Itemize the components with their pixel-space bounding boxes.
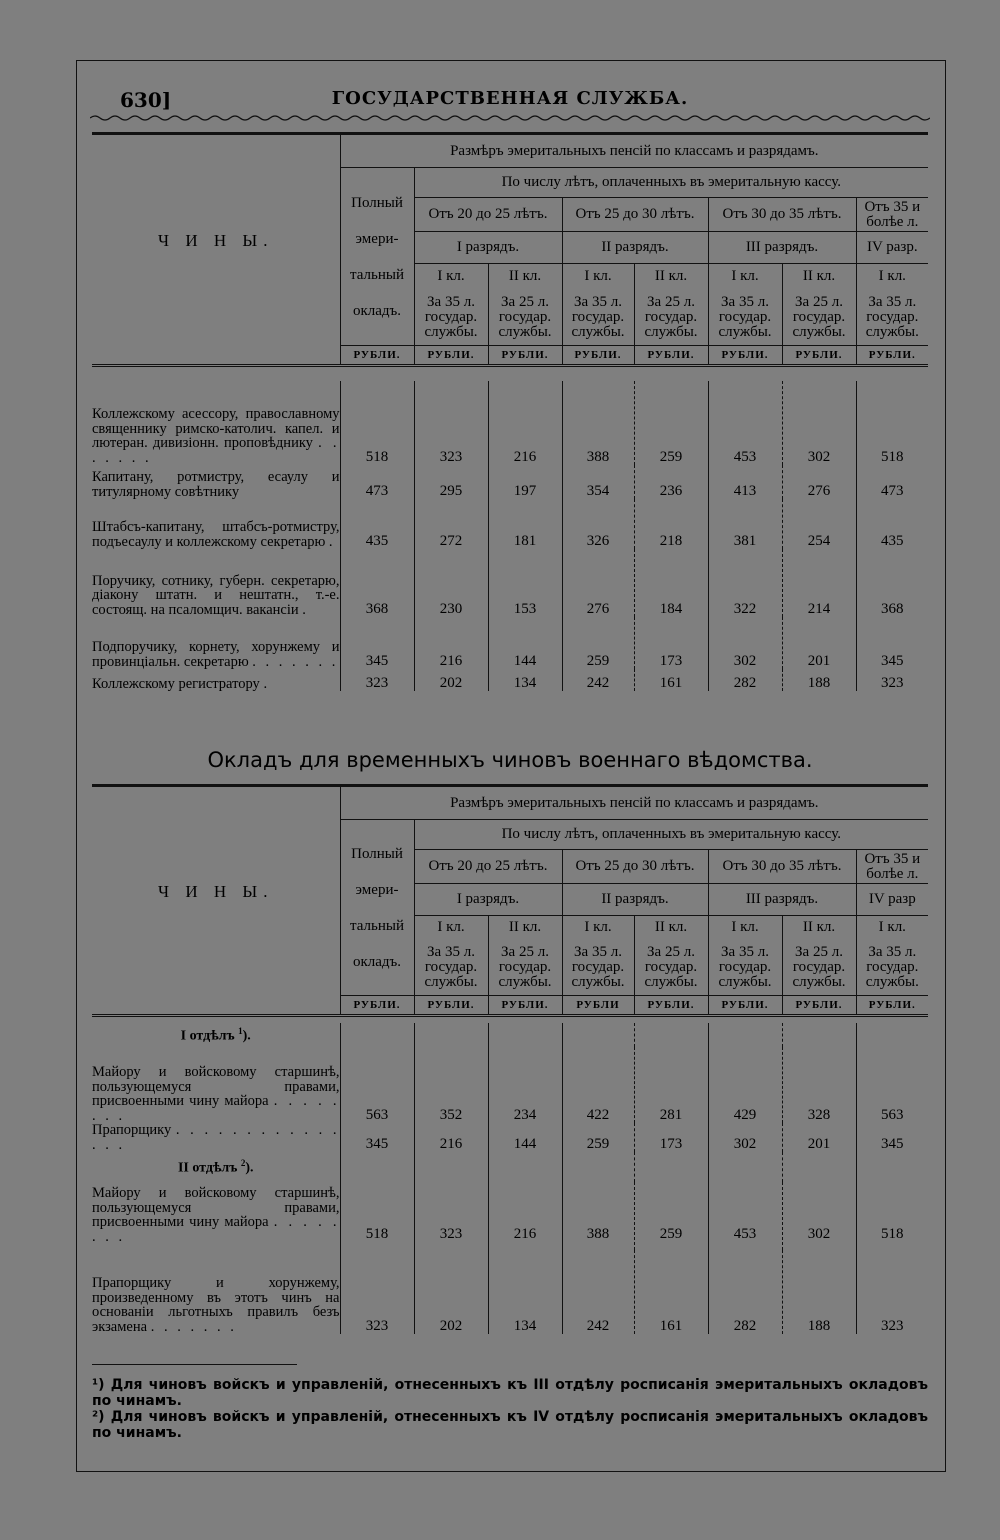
unit-label: РУБЛИ [562, 996, 634, 1016]
value-cell: 242 [562, 669, 634, 691]
years-title: По числу лѣтъ, оплаченныхъ въ эмеритальную кассу. [414, 820, 928, 850]
service-line: За 35 л. [427, 943, 475, 960]
value-cell: 295 [414, 465, 488, 499]
range-header: Отъ 20 до 25 лѣтъ. [414, 198, 562, 232]
service-line: За 25 л. [795, 293, 843, 310]
table-row [92, 617, 928, 669]
value-cell: 381 [708, 499, 782, 549]
unit-label: РУБЛИ. [634, 346, 708, 366]
range-header: Отъ 35 и болѣе л. [856, 198, 928, 232]
full-salary-line: эмери- [355, 881, 399, 898]
service-header [782, 940, 856, 996]
rank-header: I разрядъ. [414, 884, 562, 916]
value-cell: 388 [562, 381, 634, 465]
rank-name: Майору и войсковому старшинѣ, пользующемуся правами, присвоенными чину майора . . . . . . . . [92, 1185, 340, 1245]
rank-header: III разрядъ. [708, 884, 856, 916]
value-cell: 282 [708, 669, 782, 691]
value-cell: 422 [562, 1047, 634, 1123]
service-header [634, 290, 708, 346]
size-title: Размѣръ эмеритальныхъ пенсій по классамъ и разрядамъ. [340, 786, 928, 820]
rank-name: Подпоручику, корнету, хорунжему и провинціальн. секретарю . . . . . . . [92, 639, 340, 670]
full-salary-header [340, 820, 414, 996]
value-cell: 302 [782, 1182, 856, 1250]
unit-label: РУБЛИ. [782, 346, 856, 366]
value-cell: 282 [708, 1250, 782, 1334]
rank-name: Капитану, ротмистру, есаулу и титулярному совѣтнику [92, 469, 340, 500]
service-header [782, 290, 856, 346]
table-row [92, 549, 928, 617]
service-line: службы. [571, 323, 625, 340]
rank-header: III разрядъ. [708, 232, 856, 264]
service-line: службы. [571, 973, 625, 990]
value-cell: 173 [634, 1123, 708, 1152]
class-header: II кл. [782, 264, 856, 290]
service-line: службы. [424, 323, 478, 340]
service-header [634, 940, 708, 996]
class-header: II кл. [634, 264, 708, 290]
service-line: службы. [644, 323, 698, 340]
value-cell: 259 [634, 381, 708, 465]
value-cell: 352 [414, 1047, 488, 1123]
value-cell: 302 [708, 1123, 782, 1152]
footnote: ²) Для чиновъ войскъ и управленій, отнесенныхъ къ IV отдѣлу росписанія эмеритальныхъ окладовъ по чинамъ. [92, 1409, 928, 1441]
service-line: За 35 л. [574, 943, 622, 960]
value-cell: 302 [708, 617, 782, 669]
service-line: За 35 л. [868, 293, 917, 310]
value-cell: 323 [340, 1250, 414, 1334]
service-line: службы. [718, 323, 772, 340]
section-title: I отдѣлъ $^1$). [180, 1025, 251, 1044]
footnote-rule [92, 1364, 297, 1365]
value-cell: 518 [856, 381, 928, 465]
service-line: службы. [792, 323, 846, 340]
value-cell: 161 [634, 1250, 708, 1334]
running-title: ГОСУДАРСТВЕННАЯ СЛУЖБА. [331, 88, 689, 109]
value-cell: 518 [340, 1182, 414, 1250]
pension-table [92, 784, 928, 1334]
chiny-header: Ч И Н Ы. [92, 134, 340, 346]
value-cell: 276 [562, 549, 634, 617]
middle-title: Окладъ для временныхъ чиновъ военнаго вѣдомства. [207, 748, 813, 772]
rank-header: II разрядъ. [562, 884, 708, 916]
service-header [414, 290, 488, 346]
full-salary-line: эмери- [355, 230, 399, 247]
value-cell: 134 [488, 1250, 562, 1334]
value-cell: 323 [414, 381, 488, 465]
value-cell: 276 [782, 465, 856, 499]
value-cell: 354 [562, 465, 634, 499]
service-header [562, 940, 634, 996]
years-title: По числу лѣтъ, оплаченныхъ въ эмеритальную кассу. [414, 168, 928, 198]
service-line: службы. [424, 973, 478, 990]
value-cell: 197 [488, 465, 562, 499]
section-row [92, 1152, 928, 1182]
footnotes [92, 1364, 928, 1441]
value-cell: 242 [562, 1250, 634, 1334]
value-cell: 188 [782, 669, 856, 691]
chiny-header: Ч И Н Ы. [92, 786, 340, 996]
rank-name: Поручику, сотнику, губерн. секретарю, діакону штатн. и нештатн., т.-е. состоящ. на псаломщич. вакансіи . [92, 572, 340, 618]
full-salary-line: Полный [351, 194, 403, 211]
unit-label: РУБЛИ. [634, 996, 708, 1016]
unit-label: РУБЛИ. [340, 996, 414, 1016]
value-cell: 184 [634, 549, 708, 617]
service-header [488, 290, 562, 346]
service-line: За 35 л. [721, 293, 769, 310]
value-cell: 218 [634, 499, 708, 549]
service-line: службы. [792, 973, 846, 990]
range-header: Отъ 25 до 30 лѣтъ. [562, 198, 708, 232]
section-row [92, 1023, 928, 1047]
service-line: государ. [792, 308, 846, 325]
full-salary-line: окладъ. [352, 302, 402, 319]
service-header [414, 940, 488, 996]
value-cell: 134 [488, 669, 562, 691]
value-cell: 473 [856, 465, 928, 499]
value-cell: 234 [488, 1047, 562, 1123]
rank-name: Прапорщику и хорунжему, произведенному въ этотъ чинъ на основаніи льготныхъ правилъ безъ экзамена . . . . . . . [92, 1275, 340, 1335]
class-header: I кл. [414, 916, 488, 940]
service-line: За 25 л. [647, 293, 695, 310]
service-line: За 35 л. [574, 293, 622, 310]
value-cell: 345 [340, 1123, 414, 1152]
rank-name: Прапорщику . . . . . . . . . . . . . . . [92, 1122, 340, 1153]
class-header: I кл. [414, 264, 488, 290]
service-line: государ. [718, 958, 772, 975]
service-line: государ. [792, 958, 846, 975]
value-cell: 518 [856, 1182, 928, 1250]
value-cell: 161 [634, 669, 708, 691]
value-cell: 272 [414, 499, 488, 549]
value-cell: 216 [488, 1182, 562, 1250]
value-cell: 202 [414, 669, 488, 691]
value-cell: 259 [562, 617, 634, 669]
value-cell: 188 [782, 1250, 856, 1334]
service-line: службы. [498, 973, 552, 990]
value-cell: 201 [782, 617, 856, 669]
unit-label: РУБЛИ. [488, 346, 562, 366]
value-cell: 302 [782, 381, 856, 465]
service-line: государ. [498, 958, 552, 975]
value-cell: 181 [488, 499, 562, 549]
service-line: службы. [865, 973, 919, 990]
service-line: За 35 л. [427, 293, 475, 310]
service-line: За 25 л. [795, 943, 843, 960]
footnote: ¹) Для чиновъ войскъ и управленій, отнесенныхъ къ III отдѣлу росписанія эмеритальныхъ окладовъ по чинамъ. [92, 1377, 928, 1409]
class-header: I кл. [708, 264, 782, 290]
unit-label: РУБЛИ. [562, 346, 634, 366]
table-row [92, 1123, 928, 1152]
unit-label: РУБЛИ. [708, 996, 782, 1016]
class-header: I кл. [562, 916, 634, 940]
class-header: I кл. [856, 264, 928, 290]
value-cell: 323 [340, 669, 414, 691]
pension-table-1 [92, 132, 928, 691]
service-header [488, 940, 562, 996]
service-header [562, 290, 634, 346]
value-cell: 322 [708, 549, 782, 617]
value-cell: 388 [562, 1182, 634, 1250]
value-cell: 236 [634, 465, 708, 499]
rank-name: Коллежскому асессору, православному священнику римско-католич. капел. и лютеран. дивизіонн. проповѣднику . . . . . . . [92, 406, 340, 466]
value-cell: 473 [340, 465, 414, 499]
wavy-rule [90, 114, 930, 122]
full-salary-line: Полный [351, 845, 403, 862]
rank-name: Штабсъ-капитану, штабсъ-ротмистру, подъесаулу и коллежскому секретарю . [92, 519, 340, 550]
value-cell: 281 [634, 1047, 708, 1123]
table-row [92, 1047, 928, 1123]
full-salary-line: тальный [350, 917, 404, 934]
value-cell: 153 [488, 549, 562, 617]
class-header: II кл. [634, 916, 708, 940]
service-line: государ. [866, 308, 919, 325]
service-line: государ. [718, 308, 772, 325]
class-header: II кл. [488, 264, 562, 290]
rank-header: IV разр. [856, 232, 928, 264]
unit-label: РУБЛИ. [488, 996, 562, 1016]
service-line: За 25 л. [647, 943, 695, 960]
value-cell: 435 [856, 499, 928, 549]
unit-label: РУБЛИ. [414, 346, 488, 366]
value-cell: 326 [562, 499, 634, 549]
pension-table-2 [92, 784, 928, 1334]
table-row [92, 499, 928, 549]
service-line: государ. [571, 958, 625, 975]
value-cell: 216 [414, 617, 488, 669]
service-line: государ. [644, 958, 698, 975]
range-header: Отъ 30 до 35 лѣтъ. [708, 198, 856, 232]
value-cell: 368 [856, 549, 928, 617]
service-line: государ. [571, 308, 625, 325]
range-header: Отъ 20 до 25 лѣтъ. [414, 850, 562, 884]
value-cell: 201 [782, 1123, 856, 1152]
table-row [92, 1250, 928, 1334]
table-row [92, 669, 928, 691]
unit-label: РУБЛИ. [414, 996, 488, 1016]
service-line: государ. [866, 958, 919, 975]
service-line: государ. [424, 958, 478, 975]
class-header: I кл. [708, 916, 782, 940]
value-cell: 216 [414, 1123, 488, 1152]
unit-label: РУБЛИ. [340, 346, 414, 366]
rank-name: Коллежскому регистратору . [92, 675, 268, 692]
service-line: За 25 л. [501, 293, 549, 310]
service-header [856, 290, 928, 346]
page-number: 630] [120, 88, 172, 112]
class-header: II кл. [782, 916, 856, 940]
service-line: государ. [498, 308, 552, 325]
value-cell: 345 [856, 1123, 928, 1152]
service-line: службы. [718, 973, 772, 990]
service-line: службы. [865, 323, 919, 340]
value-cell: 144 [488, 617, 562, 669]
table-row [92, 381, 928, 465]
unit-label: РУБЛИ. [708, 346, 782, 366]
value-cell: 435 [340, 499, 414, 549]
range-header: Отъ 25 до 30 лѣтъ. [562, 850, 708, 884]
full-salary-line: окладъ. [352, 953, 402, 970]
range-header: Отъ 30 до 35 лѣтъ. [708, 850, 856, 884]
value-cell: 214 [782, 549, 856, 617]
unit-label: РУБЛИ. [856, 996, 928, 1016]
service-line: За 35 л. [868, 943, 917, 960]
value-cell: 453 [708, 1182, 782, 1250]
service-line: государ. [424, 308, 478, 325]
range-header: Отъ 35 и болѣе л. [856, 850, 928, 884]
unit-label: РУБЛИ. [782, 996, 856, 1016]
value-cell: 453 [708, 381, 782, 465]
value-cell: 259 [562, 1123, 634, 1152]
value-cell: 259 [634, 1182, 708, 1250]
service-line: государ. [644, 308, 698, 325]
value-cell: 230 [414, 549, 488, 617]
value-cell: 368 [340, 549, 414, 617]
service-line: За 25 л. [501, 943, 549, 960]
service-header [708, 940, 782, 996]
value-cell: 518 [340, 381, 414, 465]
value-cell: 345 [340, 617, 414, 669]
value-cell: 413 [708, 465, 782, 499]
table-row [92, 465, 928, 499]
value-cell: 323 [856, 1250, 928, 1334]
value-cell: 254 [782, 499, 856, 549]
pension-table [92, 132, 928, 691]
section-title: II отдѣлъ $^2$). [177, 1157, 254, 1176]
value-cell: 202 [414, 1250, 488, 1334]
value-cell: 429 [708, 1047, 782, 1123]
service-header [856, 940, 928, 996]
value-cell: 216 [488, 381, 562, 465]
table-body [92, 381, 928, 691]
table-header [92, 134, 928, 382]
value-cell: 173 [634, 617, 708, 669]
value-cell: 328 [782, 1047, 856, 1123]
value-cell: 323 [414, 1182, 488, 1250]
table-body [92, 1023, 928, 1334]
full-salary-line: тальный [350, 266, 404, 283]
running-head [90, 86, 930, 116]
value-cell: 144 [488, 1123, 562, 1152]
value-cell: 323 [856, 669, 928, 691]
size-title: Размѣръ эмеритальныхъ пенсій по классамъ и разрядамъ. [340, 134, 928, 168]
class-header: I кл. [562, 264, 634, 290]
rank-header: I разрядъ. [414, 232, 562, 264]
rank-name: Майору и войсковому старшинѣ, пользующемуся правами, присвоенными чину майора . . . . . . . . [92, 1064, 340, 1124]
class-header: I кл. [856, 916, 928, 940]
unit-label: РУБЛИ. [856, 346, 928, 366]
value-cell: 563 [856, 1047, 928, 1123]
service-line: службы. [498, 323, 552, 340]
value-cell: 345 [856, 617, 928, 669]
rank-header: II разрядъ. [562, 232, 708, 264]
table-header [92, 786, 928, 1024]
class-header: II кл. [488, 916, 562, 940]
table-row [92, 1182, 928, 1250]
full-salary-header [340, 168, 414, 346]
rank-header: IV разр [856, 884, 928, 916]
service-line: службы. [644, 973, 698, 990]
service-header [708, 290, 782, 346]
service-line: За 35 л. [721, 943, 769, 960]
value-cell: 563 [340, 1047, 414, 1123]
